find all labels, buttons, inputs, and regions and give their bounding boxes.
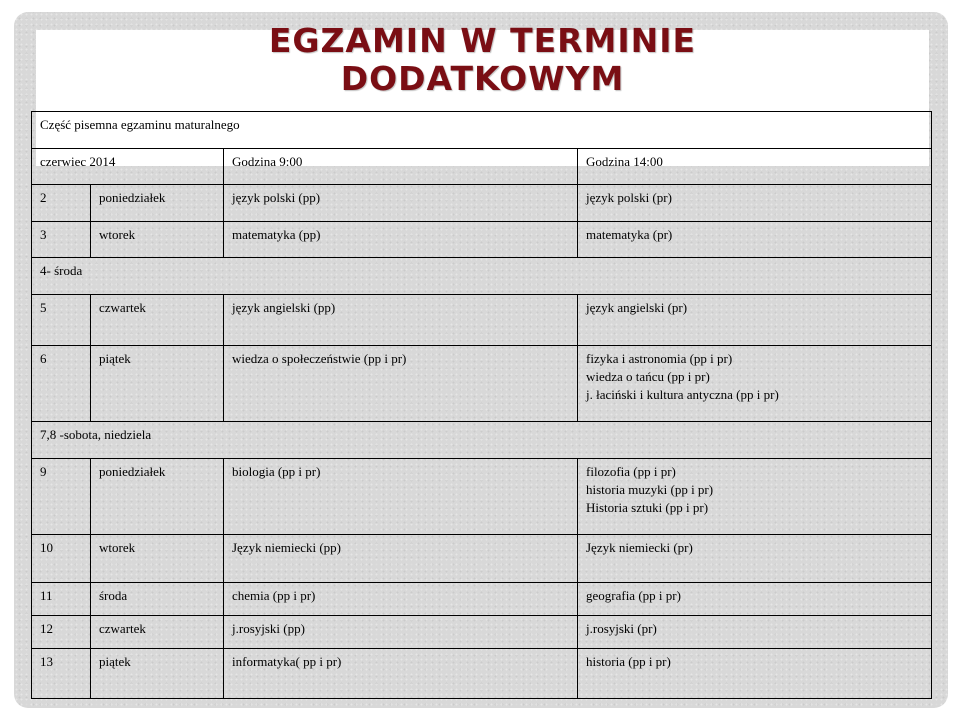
day-number-cell: 6 bbox=[32, 346, 91, 422]
table-row bbox=[32, 295, 932, 346]
weekday-cell: piątek bbox=[91, 649, 224, 699]
afternoon-exam-cell bbox=[578, 583, 932, 616]
exam-subject: historia (pp i pr) bbox=[586, 654, 671, 669]
exam-subject: biologia (pp i pr) bbox=[232, 464, 321, 479]
exam-subject: matematyka (pr) bbox=[586, 227, 673, 242]
table-row bbox=[32, 583, 932, 616]
exam-subject: historia muzyki (pp i pr) bbox=[586, 482, 714, 497]
exam-subject: Język niemiecki (pp) bbox=[232, 540, 342, 555]
table-header-row bbox=[32, 112, 932, 149]
table-row bbox=[32, 649, 932, 699]
afternoon-exam-cell bbox=[578, 185, 932, 222]
morning-exam-cell bbox=[224, 346, 578, 422]
table-subheader-row bbox=[32, 149, 932, 185]
table-row bbox=[32, 535, 932, 583]
exam-subject: matematyka (pp) bbox=[232, 227, 321, 242]
table-row bbox=[32, 185, 932, 222]
exam-subject: język polski (pr) bbox=[586, 190, 672, 205]
weekday-cell: piątek bbox=[91, 346, 224, 422]
table-row bbox=[32, 346, 932, 422]
day-number-cell: 12 bbox=[32, 616, 91, 649]
afternoon-exam-cell bbox=[578, 649, 932, 699]
table-separator-row bbox=[32, 422, 932, 459]
exam-subject: j. łaciński i kultura antyczna (pp i pr) bbox=[586, 387, 779, 402]
slide-title-line1: EGZAMIN W TERMINIE bbox=[268, 21, 697, 60]
exam-subject: fizyka i astronomia (pp i pr) bbox=[586, 351, 733, 366]
exam-subject: filozofia (pp i pr) bbox=[586, 464, 676, 479]
afternoon-exam-cell bbox=[578, 222, 932, 258]
morning-exam-cell bbox=[224, 649, 578, 699]
weekday-cell: czwartek bbox=[91, 616, 224, 649]
day-number-cell: 13 bbox=[32, 649, 91, 699]
exam-schedule-table bbox=[31, 111, 932, 699]
afternoon-exam-cell bbox=[578, 295, 932, 346]
day-number-cell: 5 bbox=[32, 295, 91, 346]
weekday-cell: czwartek bbox=[91, 295, 224, 346]
slide-title-line2: DODATKOWYM bbox=[340, 59, 625, 98]
morning-exam-cell bbox=[224, 583, 578, 616]
exam-subject: j.rosyjski (pr) bbox=[586, 621, 657, 636]
exam-subject: chemia (pp i pr) bbox=[232, 588, 316, 603]
exam-subject: wiedza o tańcu (pp i pr) bbox=[586, 369, 710, 384]
month-cell: czerwiec 2014 bbox=[32, 149, 224, 185]
weekday-cell: poniedziałek bbox=[91, 185, 224, 222]
morning-exam-cell bbox=[224, 535, 578, 583]
table-row bbox=[32, 459, 932, 535]
afternoon-exam-cell bbox=[578, 459, 932, 535]
afternoon-exam-cell bbox=[578, 616, 932, 649]
table-row bbox=[32, 616, 932, 649]
morning-exam-cell bbox=[224, 616, 578, 649]
exam-subject: wiedza o społeczeństwie (pp i pr) bbox=[232, 351, 407, 366]
morning-exam-cell bbox=[224, 459, 578, 535]
hour-afternoon-cell: Godzina 14:00 bbox=[578, 149, 932, 185]
hour-morning-cell: Godzina 9:00 bbox=[224, 149, 578, 185]
exam-subject: język angielski (pr) bbox=[586, 300, 688, 315]
exam-subject: j.rosyjski (pp) bbox=[232, 621, 305, 636]
weekday-cell: poniedziałek bbox=[91, 459, 224, 535]
table-separator-row bbox=[32, 258, 932, 295]
weekday-cell: wtorek bbox=[91, 535, 224, 583]
exam-subject: informatyka( pp i pr) bbox=[232, 654, 342, 669]
day-number-cell: 10 bbox=[32, 535, 91, 583]
exam-subject: język polski (pp) bbox=[232, 190, 321, 205]
separator-cell: 4- środa bbox=[32, 258, 932, 295]
table-header-cell: Część pisemna egzaminu maturalnego bbox=[32, 112, 932, 149]
morning-exam-cell bbox=[224, 295, 578, 346]
morning-exam-cell bbox=[224, 185, 578, 222]
exam-subject: Język niemiecki (pr) bbox=[586, 540, 693, 555]
day-number-cell: 3 bbox=[32, 222, 91, 258]
afternoon-exam-cell bbox=[578, 535, 932, 583]
day-number-cell: 11 bbox=[32, 583, 91, 616]
afternoon-exam-cell bbox=[578, 346, 932, 422]
exam-subject: geografia (pp i pr) bbox=[586, 588, 681, 603]
weekday-cell: wtorek bbox=[91, 222, 224, 258]
morning-exam-cell bbox=[224, 222, 578, 258]
exam-subject: język angielski (pp) bbox=[232, 300, 336, 315]
exam-subject: Historia sztuki (pp i pr) bbox=[586, 500, 709, 515]
day-number-cell: 2 bbox=[32, 185, 91, 222]
day-number-cell: 9 bbox=[32, 459, 91, 535]
separator-cell: 7,8 -sobota, niedziela bbox=[32, 422, 932, 459]
slide-title bbox=[36, 22, 929, 98]
table-row bbox=[32, 222, 932, 258]
weekday-cell: środa bbox=[91, 583, 224, 616]
